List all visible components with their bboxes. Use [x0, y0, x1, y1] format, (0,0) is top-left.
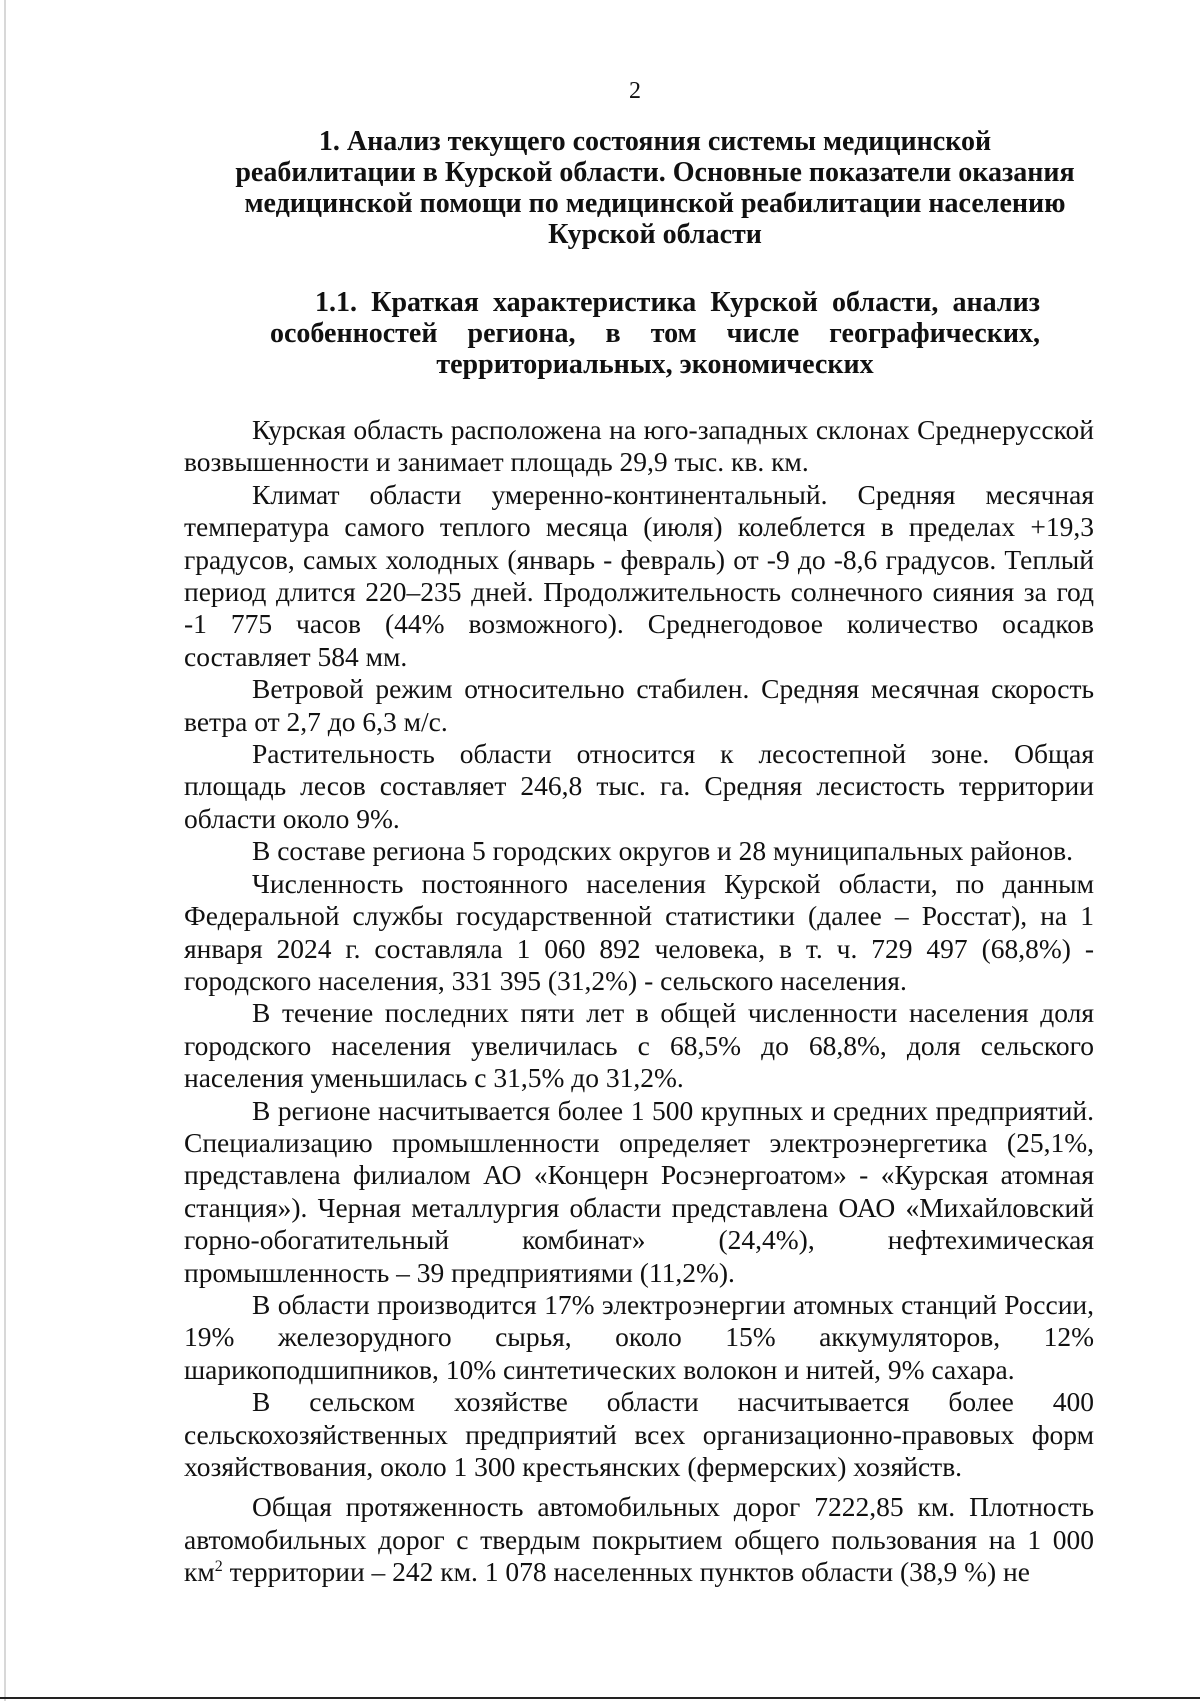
page-number: 2	[629, 78, 641, 104]
superscript: 2	[214, 1558, 223, 1576]
subsection-title-line: особенностей региона, в том числе географических,	[270, 318, 1040, 349]
paragraph: Численность постоянного населения Курской области, по данным Федеральной службы государственной статистики (далее – Росстат), на 1 января 2024 г. составляла 1 060 892 человека, в т. ч. 729 497 (68,8%) - городского населения, 331 395 (31,2%) - сельского населения.	[184, 867, 1094, 996]
paragraph: Климат области умеренно-континентальный. Средняя месячная температура самого теплого месяца (июля) колеблется в пределах +19,3 градусов, самых холодных (январь - февраль) от -9 до -8,6 градусов. Теплый период длится 220–235 дней. Продолжительность солнечного сияния за год -1 775 часов (44% возможного). Среднегодовое количество осадков составляет 584 мм.	[184, 478, 1094, 672]
subsection-title-line: территориальных, экономических	[436, 349, 874, 380]
paragraph: В области производится 17% электроэнергии атомных станций России, 19% железорудного сырья, около 15% аккумуляторов, 12% шарикоподшипников, 10% синтетических волокон и нитей, 9% сахара.	[184, 1288, 1094, 1385]
paragraph-roads	[184, 1491, 1094, 1588]
paragraph: В течение последних пяти лет в общей численности населения доля городского населения увеличилась с 68,5% до 68,8%, доля сельского населения уменьшилась с 31,5% до 31,2%.	[184, 997, 1094, 1094]
paragraph: В сельском хозяйстве области насчитывается более 400 сельскохозяйственных предприятий всех организационно-правовых форм хозяйствования, около 1 300 крестьянских (фермерских) хозяйств.	[184, 1386, 1094, 1482]
body-text	[184, 414, 1094, 1589]
roads-text-end: территории – 242 км. 1 078 населенных пунктов области (38,9 %) не	[222, 1556, 1030, 1588]
subsection-title	[270, 287, 1040, 380]
roads-text-start: Общая протяженность автомобильных дорог 7222,85 км. Плотность автомобильных дорог с твердым покрытием общего пользования на 1 000 км	[184, 1491, 1094, 1588]
scan-edge-bottom	[0, 1697, 1200, 1699]
paragraph: В составе региона 5 городских округов и 28 муниципальных районов.	[252, 835, 1074, 867]
paragraph: Ветровой режим относительно стабилен. Средняя месячная скорость ветра от 2,7 до 6,3 м/с.	[184, 673, 1094, 737]
section-title-line: Курской области	[548, 219, 762, 250]
subsection-title-line: 1.1. Краткая характеристика Курской области, анализ	[315, 287, 1040, 318]
section-title	[180, 126, 1130, 250]
paragraph: В регионе насчитывается более 1 500 крупных и средних предприятий. Специализацию промышленности определяет электроэнергетика (25,1%, представлена филиалом АО «Концерн Росэнергоатом» - «Курская атомная станция»). Черная металлургия области представлена ОАО «Михайловский горно-обогатительный комбинат» (24,4%), нефтехимическая промышленность – 39 предприятиями (11,2%).	[184, 1094, 1094, 1288]
section-title-line: медицинской помощи по медицинской реабилитации населению	[244, 188, 1066, 219]
paragraph: Растительность области относится к лесостепной зоне. Общая площадь лесов составляет 246,8 тыс. га. Средняя лесистость территории области около 9%.	[184, 738, 1094, 834]
paragraph: Курская область расположена на юго-западных склонах Среднерусской возвышенности и занимает площадь 29,9 тыс. кв. км.	[184, 414, 1094, 478]
section-title-line: реабилитации в Курской области. Основные показатели оказания	[235, 157, 1075, 188]
section-title-line: 1. Анализ текущего состояния системы медицинской	[318, 126, 992, 157]
scan-edge	[4, 0, 6, 1701]
